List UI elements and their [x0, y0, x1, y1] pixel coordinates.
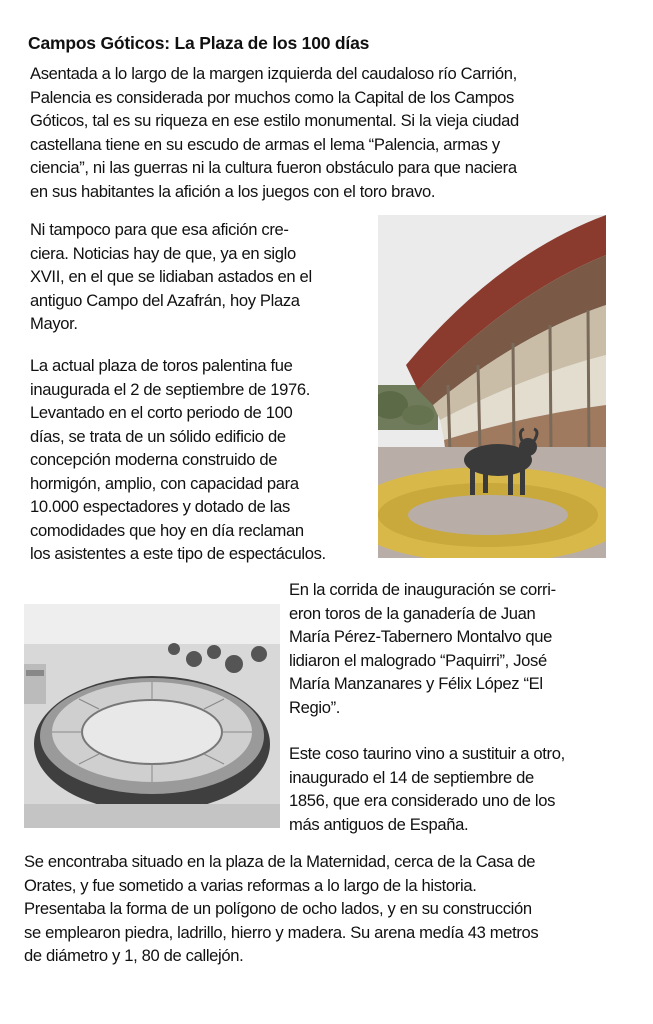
text-line: María Manzanares y Félix López “El	[289, 674, 543, 693]
text-line: comodidades que hoy en día reclaman	[30, 520, 304, 540]
text-line: Mayor.	[30, 314, 78, 333]
text-line: En la corrida de inauguración se corri-	[289, 580, 556, 599]
text-line: de diámetro y 1, 80 de callejón.	[24, 946, 244, 965]
aerial-bullring-photo	[24, 604, 280, 828]
text-line: 10.000 espectadores y dotado de las	[30, 497, 290, 516]
text-line: más antiguos de España.	[289, 814, 469, 834]
text-line: Se encontraba situado en la plaza de la Maternidad, cerca de la Casa de	[24, 852, 536, 871]
text-line: Presentaba la forma de un polígono de ocho lados, y en su construcción	[24, 899, 532, 918]
text-line: inaugurada el 2 de septiembre de 1976.	[30, 379, 311, 399]
text-line: Este coso taurino vino a sustituir a otro,	[289, 744, 565, 763]
text-line: los asistentes a este tipo de espectáculos.	[30, 544, 326, 563]
text-line: María Pérez-Tabernero Montalvo que	[289, 627, 552, 646]
text-line: Asentada a lo largo de la margen izquierda del caudaloso río Carrión,	[30, 64, 517, 83]
paragraph-intro	[30, 62, 519, 203]
text-line: se emplearon piedra, ladrillo, hierro y madera. Su arena medía 43 metros	[24, 922, 539, 942]
text-line: Levantado en el corto periodo de 100	[30, 403, 293, 422]
text-line: ciencia”, ni las guerras ni la cultura fueron obstáculo para que naciera	[30, 158, 517, 177]
paragraph-inauguration	[289, 578, 556, 719]
text-line: 1856, que era considerado uno de los	[289, 791, 556, 810]
text-line: Palencia es considerada por muchos como la Capital de los Campos	[30, 87, 514, 107]
text-line: castellana tiene en su escudo de armas el lema “Palencia, armas y	[30, 134, 500, 154]
text-line: lidiaron el malogrado “Paquirri”, José	[289, 650, 547, 670]
paragraph-history	[30, 218, 312, 336]
text-line: ciera. Noticias hay de que, ya en siglo	[30, 243, 296, 263]
paragraph-old-bullring	[289, 742, 565, 836]
text-line: XVII, en el que se lidiaban astados en el	[30, 267, 312, 286]
text-line: La actual plaza de toros palentina fue	[30, 356, 293, 375]
text-line: concepción moderna construido de	[30, 450, 278, 469]
text-line: inaugurado el 14 de septiembre de	[289, 767, 534, 787]
article-title: Campos Góticos: La Plaza de los 100 días	[28, 33, 370, 53]
text-line: hormigón, amplio, con capacidad para	[30, 473, 299, 493]
text-line: en sus habitantes la afición a los juegos con el toro bravo.	[30, 181, 436, 201]
text-line: antiguo Campo del Azafrán, hoy Plaza	[30, 290, 300, 310]
paragraph-old-location	[24, 850, 538, 968]
text-line: Regio”.	[289, 697, 341, 717]
text-line: Ni tampoco para que esa afición cre-	[30, 220, 289, 239]
text-line: eron toros de la ganadería de Juan	[289, 603, 536, 623]
bullring-facade-photo	[378, 215, 606, 558]
text-line: días, se trata de un sólido edificio de	[30, 426, 286, 446]
paragraph-current-bullring	[30, 354, 326, 566]
text-line: Orates, y fue sometido a varias reformas a lo largo de la historia.	[24, 875, 477, 895]
text-line: Góticos, tal es su riqueza en ese estilo monumental. Si la vieja ciudad	[30, 111, 519, 130]
